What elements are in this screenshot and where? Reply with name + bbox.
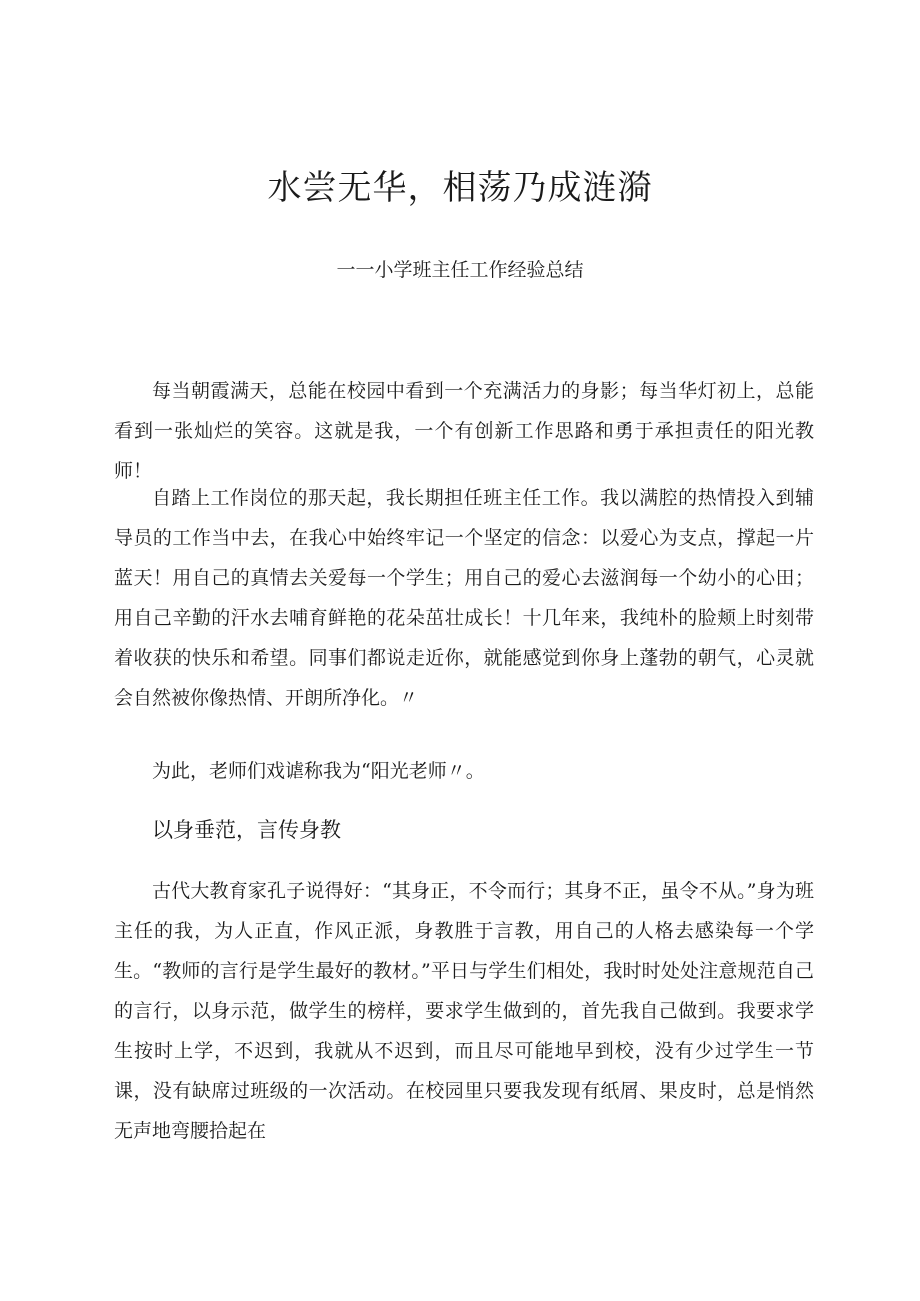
paragraph-intro: 每当朝霞满天，总能在校园中看到一个充满活力的身影；每当华灯初上，总能看到一张灿烂的笑容。这就是我，一个有创新工作思路和勇于承担责任的阳光教师！ <box>114 380 814 482</box>
section-heading: 以身垂范，言传身教 <box>152 818 341 842</box>
document-subtitle: 一一小学班主任工作经验总结 <box>336 259 584 281</box>
paragraph-career: 自踏上工作岗位的那天起，我长期担任班主任工作。我以满腔的热情投入到辅导员的工作当中去，在我心中始终牢记一个坚定的信念：以爱心为支点，撑起一片蓝天！用自己的真情去关爱每一个学生；用自己的爱心去滋润每一个幼小的心田；用自己辛勤的汗水去哺育鲜艳的花朵茁壮成长！十几年来，我纯朴的脸颊上时刻带着收获的快乐和希望。同事们都说走近你，就能感觉到你身上蓬勃的朝气，心灵就会自然被你像热情、开朗所净化。〃 <box>114 487 814 709</box>
paragraph-nickname: 为此，老师们戏谑称我为“阳光老师〃。 <box>152 760 485 782</box>
document-title: 水尝无华，相荡乃成涟漪 <box>267 168 653 208</box>
paragraph-section-body: 古代大教育家孔子说得好：“其身正，不令而行；其身不正，虽令不从。”身为班主任的我，为人正直，作风正派，身教胜于言教，用自己的人格去感染每一个学生。“教师的言行是学生最好的教材。”平日与学生们相处，我时时处处注意规范自己的言行，以身示范，做学生的榜样，要求学生做到的，首先我自己做到。我要求学生按时上学，不迟到，我就从不迟到，而且尽可能地早到校，没有少过学生一节课，没有缺席过班级的一次活动。在校园里只要我发现有纸屑、果皮时，总是悄然无声地弯腰拾起在 <box>114 880 814 1142</box>
